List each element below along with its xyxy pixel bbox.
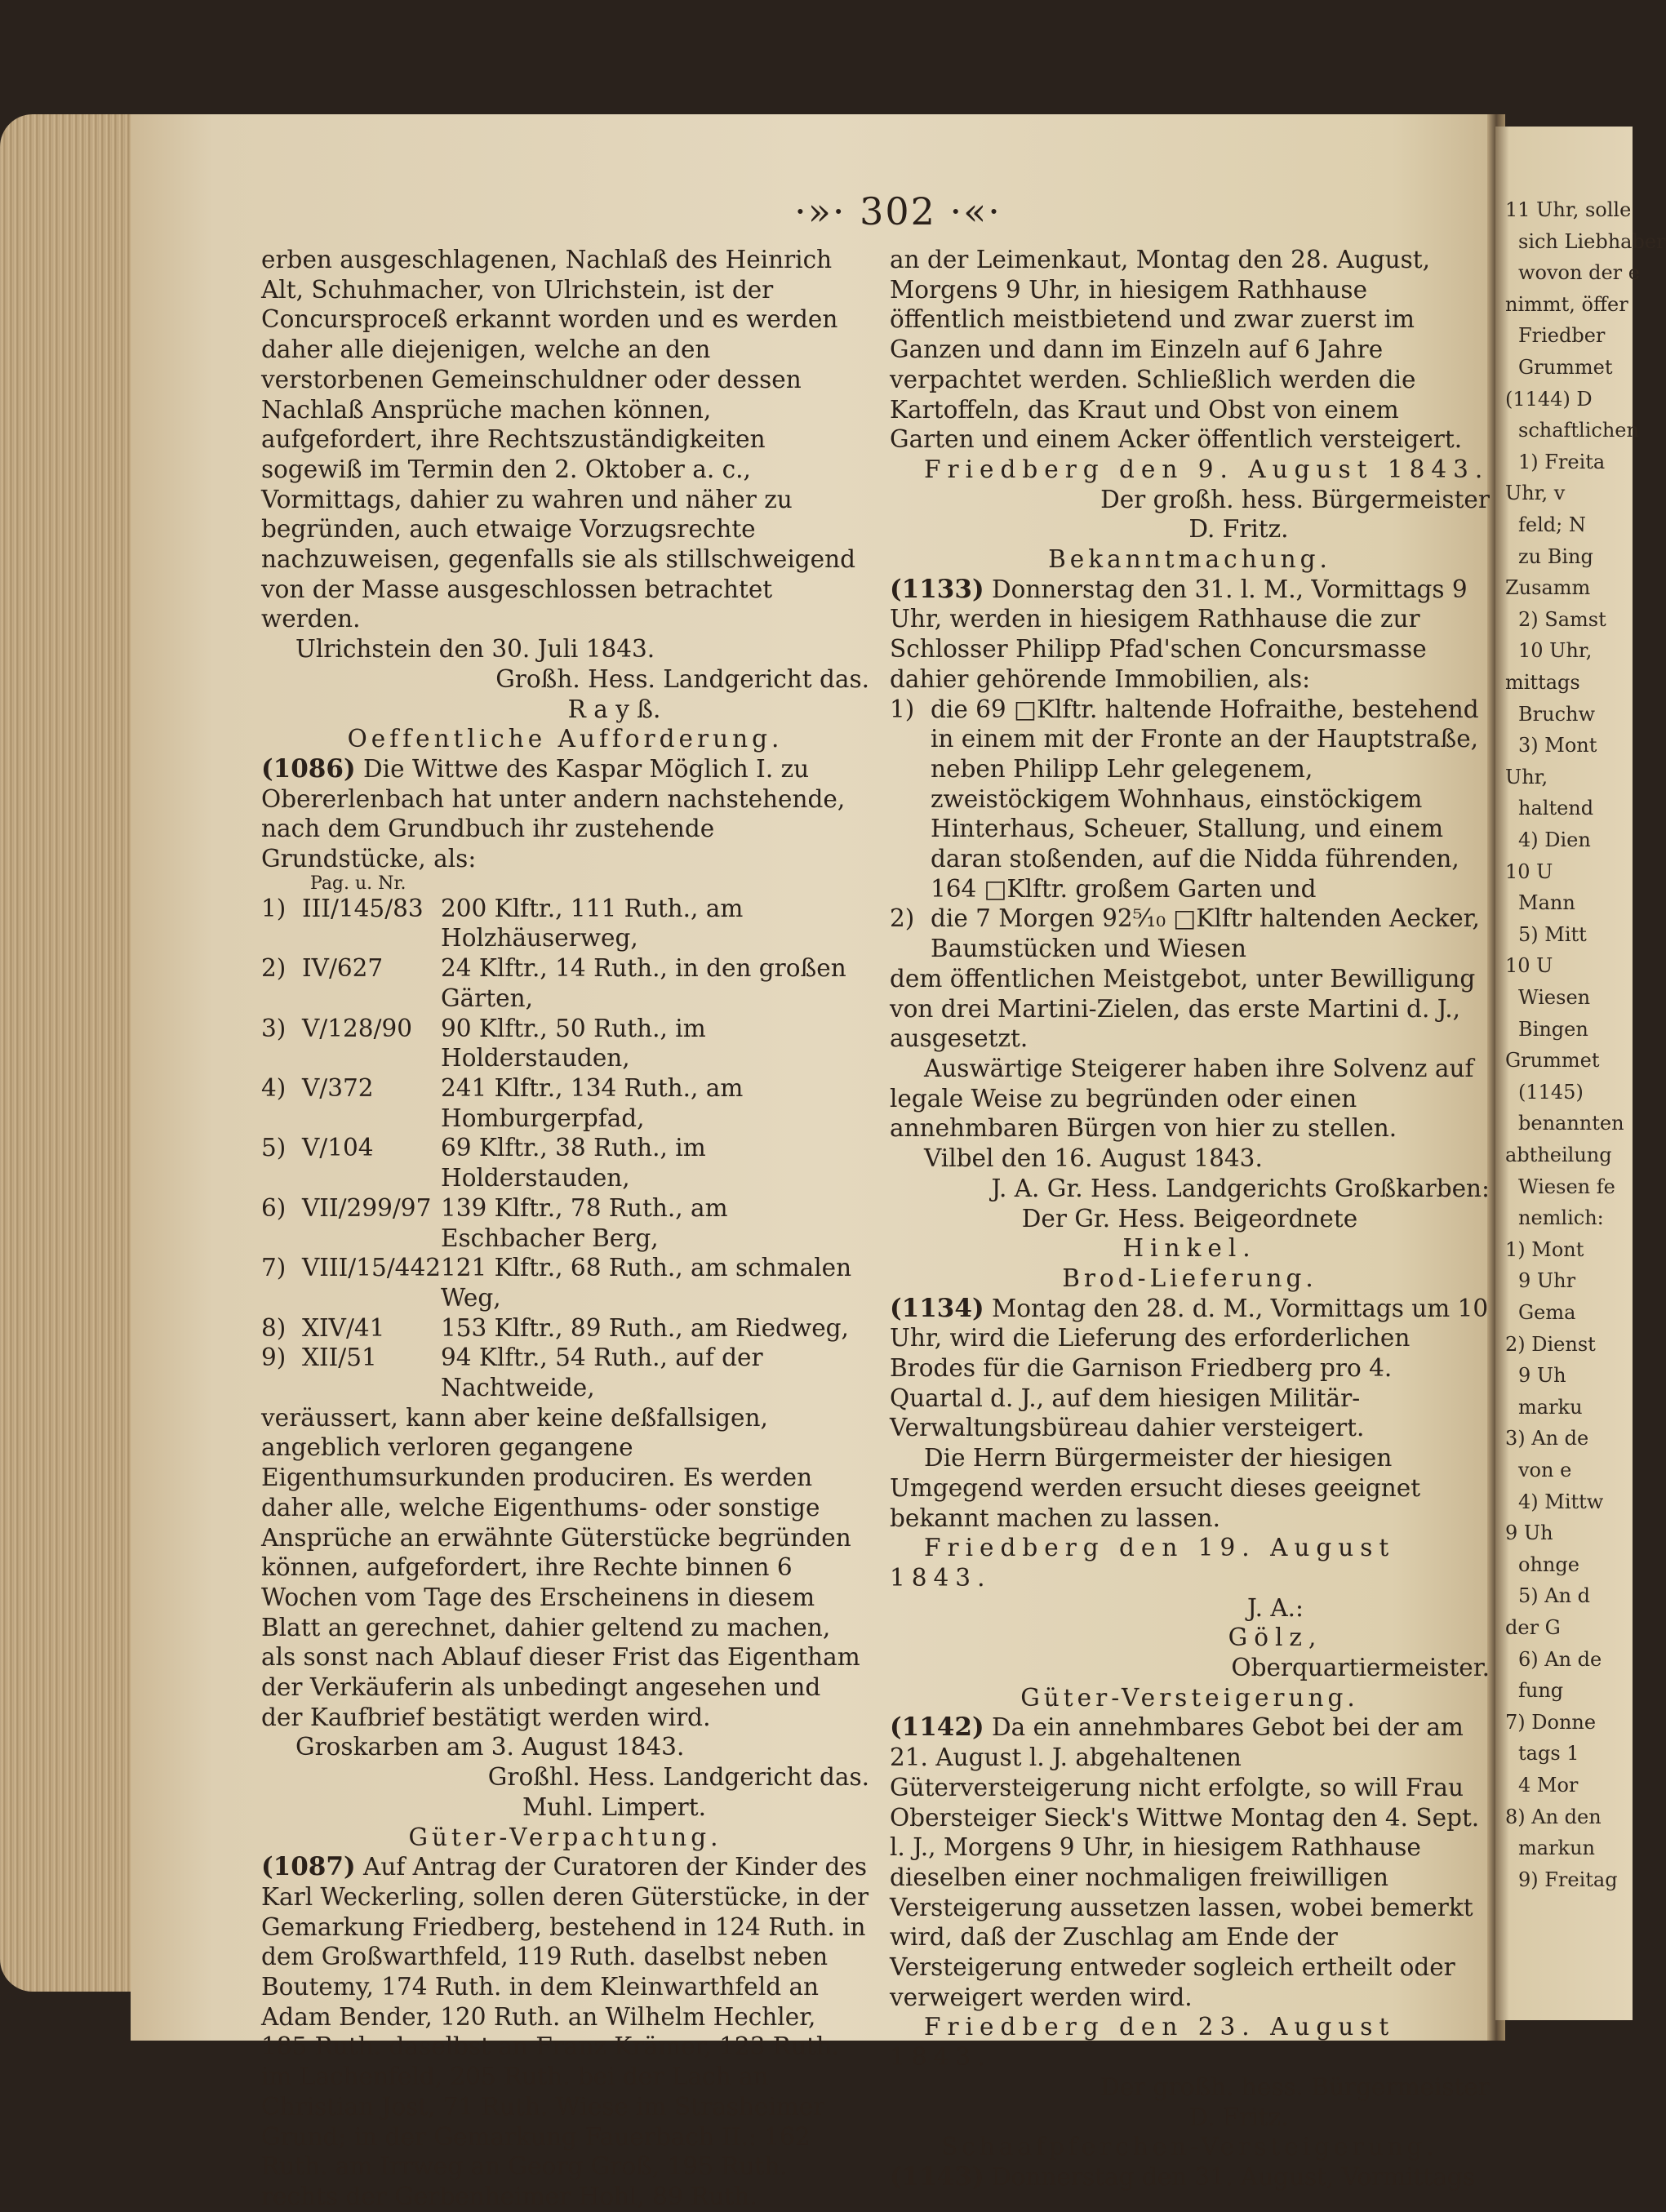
section-heading: Schaafpferchen-Versteigerung. [941, 2133, 1438, 2161]
parcel-table [261, 894, 869, 1403]
facing-page-line: schaftlichen [1518, 419, 1639, 442]
facing-page-line: feld; N [1518, 513, 1586, 536]
list-item [890, 904, 1490, 963]
facing-page-line: 1) Freita [1518, 450, 1606, 473]
book-edge [0, 114, 135, 1992]
facing-page-line: ohnge [1518, 1552, 1579, 1576]
facing-page-line: 1) Mont [1505, 1237, 1584, 1261]
parcel-number: 2) [261, 954, 287, 983]
notice-date: Vilbel den 16. August 1843. [924, 1144, 1263, 1173]
facing-page-line: wovon der e [1518, 261, 1640, 285]
facing-page-line: 5) An d [1518, 1584, 1591, 1608]
notice-date: Friedberg den 19. August 1843. [890, 1534, 1396, 1592]
notice-number: (1143) [890, 2162, 984, 2192]
parcel-pag: IV/627 [302, 954, 384, 983]
notice-signature: Der großh. hess. Bürgermeister [1100, 2072, 1490, 2101]
facing-page-line: marku [1518, 1395, 1583, 1419]
facing-page-line: (1144) D [1505, 387, 1593, 411]
parcel-description: 200 Klftr., 111 Ruth., am Holzhäuserweg, [441, 894, 744, 953]
notice-intro-text: Die Wittwe des Kaspar Möglich I. zu Obererlenbach hat unter andern nachstehende, nach dem Grundbuch ihr zustehende Grundstücke, als: [261, 754, 846, 873]
notice-body: Die Herrn Bürgermeister der hiesigen Umgegend werden ersucht dieses geeignet bekannt machen zu lassen. [890, 1444, 1421, 1532]
facing-page-line: Wiesen fe [1518, 1175, 1615, 1198]
facing-page-line: 9 Uh [1518, 1364, 1566, 1388]
table-row [261, 1343, 869, 1402]
notice-number: (1133) [890, 574, 984, 604]
facing-page-line: mittags [1505, 671, 1580, 694]
table-row [261, 1133, 869, 1193]
section-heading: Brod-Lieferung. [1062, 1264, 1317, 1292]
section-heading: Güter-Verpachtung. [408, 1823, 722, 1851]
facing-page-line: 9 Uhr [1518, 1269, 1576, 1293]
facing-page-line: Grummet [1518, 356, 1613, 379]
notice-intro [261, 754, 869, 874]
notice-signature-name: Oberquartiermeister. [1231, 1654, 1490, 1682]
notice-date: Ulrichstein den 30. Juli 1843. [295, 635, 655, 664]
facing-page-line: 7) Donne [1505, 1710, 1597, 1734]
facing-page-line: fung [1518, 1679, 1564, 1703]
parcel-number: 1) [261, 894, 287, 922]
notice-signature: Gölz, [1228, 1623, 1323, 1652]
list-item-text: die 7 Morgen 92⁵⁄₁₀ □Klftr haltenden Aecker, Baumstücken und Wiesen [931, 904, 1480, 963]
parcel-description: 69 Klftr., 38 Ruth., im Holderstauden, [441, 1134, 706, 1193]
notice-signature: Der großh. hess. Bürgermeister [1100, 485, 1490, 513]
page-number [759, 189, 1037, 233]
table-row [261, 1073, 869, 1133]
pag-label: Pag. u. Nr. [310, 873, 407, 894]
facing-page-line: 10 U [1505, 954, 1553, 978]
list-item-number: 1) [890, 695, 915, 723]
facing-page-line: Bingen [1518, 1017, 1588, 1041]
notice-body: dem öffentlichen Meistgebot, unter Bewilligung von drei Martini-Zielen, das erste Martini d. J., ausgesetzt. [890, 964, 1476, 1053]
facing-page-line: der G [1505, 1616, 1561, 1639]
notice-signature: Der Gr. Hess. Beigeordnete [1021, 1204, 1358, 1233]
parcel-pag: V/104 [302, 1134, 374, 1162]
notice-date: Friedberg den 23. August 1843. [890, 2013, 1396, 2072]
facing-page-line: sich Liebhaber [1518, 229, 1666, 253]
facing-page-line: markun [1518, 1837, 1595, 1860]
notice-signature-name: D. Fritz. [1188, 2103, 1289, 2131]
facing-page-line: 2) Dienst [1505, 1332, 1596, 1356]
section-heading: Güter-Versteigerung. [1020, 1683, 1359, 1712]
notice-signature-name: D. Fritz. [1188, 515, 1289, 544]
left-column [261, 245, 869, 2212]
facing-page-line: Gema [1518, 1301, 1576, 1324]
facing-page-line: Friedber [1518, 324, 1606, 348]
notice-body: Auswärtige Steigerer haben ihre Solvenz auf legale Weise zu begründen oder einen annehmbaren Bürgen von hier zu stellen. [890, 1054, 1474, 1143]
section-heading: Oeffentliche Aufforderung. [347, 725, 784, 753]
parcel-description: 90 Klftr., 50 Ruth., im Holderstauden, [441, 1014, 706, 1073]
notice-body: Auf Antrag der Curatoren der Kinder des Karl Weckerling, sollen deren Güterstücke, in der Gemarkung Friedberg, bestehend in 124 Ruth. in dem Großwarthfeld, 119 Ruth. daselbst neben Boutemy, 174 Ruth. in dem Kleinwarthfeld an Adam Bender, 120 Ruth. an Wilhelm Hechler, 185 Ruth. daselbst an Franz Krämer, 123 Ruth. im Lachenfeld, 205 Ruth. bei der Lach an Christian Jost, 71 Ruth. Wiese im Strasheimer Grund; in der Gemarkung Fauerbach II.: 162 Ruth. am Irrweg an Georg Groß, 195 Ruth. rechts der Gerbenheimer Hohl, 89 Ruth. [261, 1853, 869, 2210]
facing-page-line: Uhr, [1505, 765, 1548, 788]
parcel-pag: V/128/90 [302, 1014, 413, 1042]
facing-page-line: 4) Mittw [1518, 1490, 1604, 1513]
facing-page-line: 10 Uhr, [1518, 639, 1593, 663]
facing-page-line: von e [1518, 1459, 1572, 1481]
notice-number: (1087) [261, 1852, 356, 1882]
facing-page-line: 11 Uhr, solle [1505, 198, 1632, 221]
facing-page-line: haltend [1518, 797, 1594, 820]
facing-page-line: benannten [1518, 1112, 1624, 1135]
facing-page-line: 4 Mor [1518, 1774, 1579, 1797]
property-list [890, 695, 1490, 964]
parcel-number: 7) [261, 1254, 287, 1282]
facing-page-line: (1145) [1518, 1080, 1584, 1104]
facing-page-line: nemlich: [1518, 1206, 1604, 1230]
facing-page-line: 9 Uh [1505, 1521, 1553, 1545]
facing-page-line: Bruchw [1518, 702, 1596, 726]
parcel-number: 6) [261, 1193, 287, 1222]
notice-signature: Großh. Hess. Landgericht das. [495, 664, 869, 693]
table-row [261, 953, 869, 1013]
parcel-number: 5) [261, 1134, 287, 1162]
facing-page-line: 6) An de [1518, 1647, 1602, 1671]
parcel-pag: VII/299/97 [302, 1193, 432, 1222]
facing-page-line: 4) Dien [1518, 828, 1591, 851]
notice-signature: J. A.: [1247, 1593, 1304, 1622]
facing-page-line: tags 1 [1518, 1742, 1579, 1766]
parcel-pag: XII/51 [302, 1344, 377, 1372]
parcel-number: 3) [261, 1014, 287, 1042]
table-row [261, 1313, 869, 1344]
facing-page-line: Zusamm [1505, 576, 1591, 600]
parcel-description: 139 Klftr., 78 Ruth., am Eschbacher Berg, [441, 1193, 728, 1252]
parcel-description: 241 Klftr., 134 Ruth., am Homburgerpfad, [441, 1073, 744, 1132]
page-number-deco-right: ·«· [949, 189, 1002, 233]
facing-page-line: zu Bing [1518, 544, 1593, 568]
facing-page-line: 3) Mont [1518, 734, 1597, 757]
parcel-pag: V/372 [302, 1073, 374, 1102]
notice-body: veräussert, kann aber keine deßfallsigen, angeblich verloren gegangene Eigenthumsurkunden produciren. Es werden daher alle, welche Eigenthums- oder sonstige Ansprüche an erwähnte Güterstücke begründen können, aufgefordert, ihre Rechte binnen 6 Wochen vom Tage des Erscheinens in diesem Blatt an gerechnet, dahier geltend zu machen, als sonst nach Ablauf dieser Frist das Eigentham der Verkäuferin als unbedingt angesehen und der Kaufbrief bestätigt werden wird. [261, 1403, 860, 1731]
facing-page-line: abtheilung [1505, 1144, 1612, 1166]
notice-date: Groskarben am 3. August 1843. [295, 1733, 685, 1761]
facing-page-line: 2) Samst [1518, 607, 1606, 631]
notice-paragraph: an der Leimenkaut, Montag den 28. August, Morgens 9 Uhr, in hiesigem Rathhause öffentlich meistbietend und zwar zuerst im Ganzen und dann im Einzeln auf 6 Jahre verpachtet werden. Schließlich werden die Kartoffeln, das Kraut und Obst von einem Garten und einem Acker öffentlich versteigert. [890, 246, 1463, 454]
page-number-value: 302 [860, 189, 936, 233]
parcel-description: 121 Klftr., 68 Ruth., am schmalen Weg, [441, 1254, 852, 1312]
notice-number: (1086) [261, 753, 356, 784]
parcel-description: 24 Klftr., 14 Ruth., in den großen Gärten, [441, 954, 846, 1012]
notice-signature: Großhl. Hess. Landgericht das. [487, 1763, 869, 1792]
notice-signature-name: Muhl. Limpert. [522, 1792, 707, 1821]
table-row [261, 1253, 869, 1313]
facing-page-line: 3) An de [1505, 1427, 1589, 1450]
notice-body: Donnerstag den 31. August, Vormittags [992, 2163, 1475, 2191]
parcel-pag: XIV/41 [302, 1313, 385, 1342]
notice-number: (1134) [890, 1293, 984, 1323]
list-item-text: die 69 □Klftr. haltende Hofraithe, bestehend in einem mit der Fronte an der Hauptstraße, neben Philipp Lehr gelegenem, zweistöckigem Wohnhaus, einstöckigem Hinterhaus, Scheuer, Stallung, und einem daran stoßenden, auf die Nidda führenden, 164 □Klftr. großem Garten und [931, 695, 1479, 903]
notice-signature-name: Hinkel. [1122, 1234, 1257, 1263]
facing-page-line: 9) Freitag [1518, 1868, 1618, 1891]
notice-body: Montag den 28. d. M., Vormittags um 10 Uhr, wird die Lieferung des erforderlichen Brodes für die Garnison Friedberg pro 4. Quartal d. J., auf dem hiesigen Militär-Verwaltungsbüreau dahier versteigert. [890, 1294, 1489, 1442]
parcel-pag: VIII/15/442 [302, 1254, 441, 1282]
notice-number: (1142) [890, 1712, 984, 1743]
facing-page-line: Grummet [1505, 1049, 1600, 1073]
parcel-number: 8) [261, 1313, 287, 1342]
parcel-number: 9) [261, 1344, 287, 1372]
section-heading: Bekanntmachung. [1048, 545, 1331, 574]
notice-date: Friedberg den 9. August 1843. [924, 455, 1490, 483]
table-row [261, 1193, 869, 1253]
facing-page-line: 10 U [1505, 859, 1553, 883]
middle-column [890, 245, 1490, 2192]
list-item-number: 2) [890, 904, 915, 933]
notice-body: Da ein annehmbares Gebot bei der am 21. August l. J. abgehaltenen Güterversteigerung nicht erfolgte, so will Frau Obersteiger Sieck's Wittwe Montag den 4. Sept. l. J., Morgens 9 Uhr, in hiesigem Rathhause dieselben einer nochmaligen freiwilligen Versteigerung aussetzen lassen, wobei bemerkt wird, daß der Zuschlag am Ende der Versteigerung entweder sogleich ertheilt oder verweigert werden wird. [890, 1713, 1480, 2011]
facing-page-line: Mann [1518, 891, 1575, 915]
parcel-number: 4) [261, 1073, 287, 1102]
page-number-deco-left: ·»· [794, 189, 846, 233]
list-item [890, 695, 1490, 904]
parcel-description: 94 Klftr., 54 Ruth., auf der Nachtweide, [441, 1344, 763, 1402]
table-row [261, 894, 869, 953]
facing-page-line: nimmt, öffer [1505, 292, 1628, 316]
facing-page-line: Wiesen [1518, 986, 1591, 1009]
table-row [261, 1014, 869, 1073]
facing-page-edge [1495, 127, 1666, 2020]
notice-intro-text: Donnerstag den 31. l. M., Vormittags 9 Uhr, werden in hiesigem Rathhause die zur Schlosser Philipp Pfad'schen Concursmasse dahier gehörende Immobilien, als: [890, 575, 1468, 693]
notice-signature: J. A. Gr. Hess. Landgerichts Großkarben: [991, 1174, 1490, 1202]
notice-signature-name: R a y ß. [567, 695, 661, 723]
notice-paragraph: erben ausgeschlagenen, Nachlaß des Heinrich Alt, Schuhmacher, von Ulrichstein, ist der Concursproceß erkannt worden und es werden daher alle diejenigen, welche an den verstorbenen Gemeinschuldner oder dessen Nachlaß Ansprüche machen können, aufgefordert, ihre Rechtszuständigkeiten sogewiß im Termin den 2. Oktober a. c., Vormittags, dahier zu wahren und näher zu begründen, auch etwaige Vorzugsrechte nachzuweisen, gegenfalls sie als stillschweigend von der Masse ausgeschlossen betrachtet werden. [261, 246, 855, 633]
facing-page-line: 8) An den [1505, 1805, 1602, 1828]
facing-page-line: 5) Mitt [1518, 922, 1587, 946]
parcel-description: 153 Klftr., 89 Ruth., am Riedweg, [441, 1313, 849, 1342]
parcel-pag: III/145/83 [302, 894, 424, 922]
facing-page-line: Uhr, v [1505, 482, 1566, 505]
